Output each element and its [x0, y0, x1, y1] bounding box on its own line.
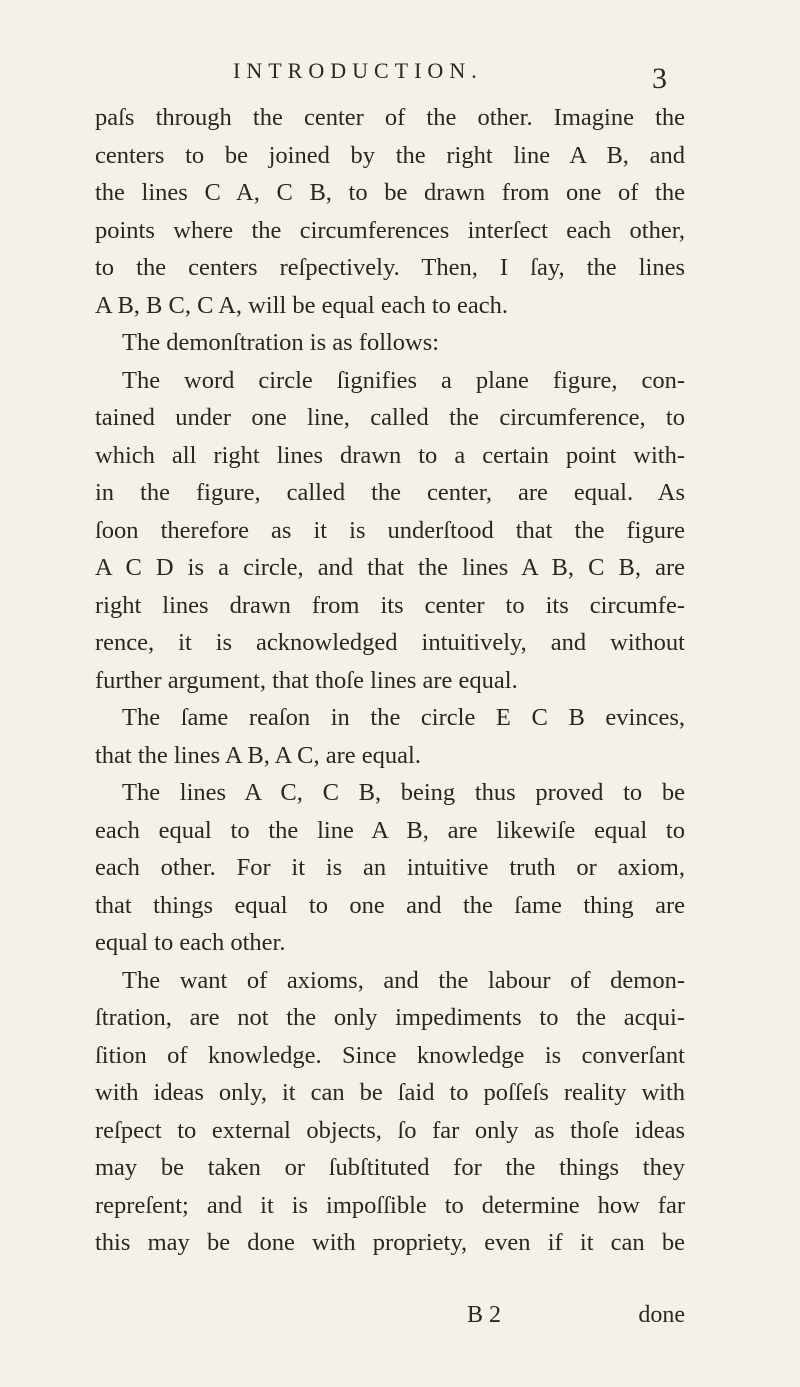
- text-line: rence, it is acknowledged intuitively, and without: [95, 629, 685, 656]
- text-line: ſoon therefore as it is underſtood that the figure: [95, 516, 685, 544]
- text-line: each other. For it is an intuitive truth or axiom,: [95, 854, 685, 881]
- text-line: to the centers reſpectively. Then, I ſay, the lines: [95, 254, 685, 281]
- body-text: [95, 99, 685, 1262]
- text-line: The ſame reaſon in the circle E C B evinces,: [122, 704, 685, 731]
- text-line: which all right lines drawn to a certain point with-: [95, 441, 685, 469]
- page-number: 3: [652, 62, 667, 95]
- text-line: ſition of knowledge. Since knowledge is converſant: [95, 1041, 685, 1069]
- text-line: paſs through the center of the other. Imagine the: [95, 104, 685, 131]
- text-line: centers to be joined by the right line A B, and: [95, 141, 685, 169]
- text-line: that things equal to one and the ſame thing are: [95, 891, 685, 919]
- signature-mark: B 2: [467, 1302, 502, 1328]
- text-line: repreſent; and it is impoſſible to determine how far: [95, 1191, 685, 1219]
- text-line: The word circle ſignifies a plane figure, con-: [122, 366, 685, 394]
- text-line: may be taken or ſubſtituted for the things they: [95, 1154, 685, 1181]
- text-line: The want of axioms, and the labour of demon-: [122, 966, 685, 994]
- text-line: A B, B C, C A, will be equal each to each.: [95, 291, 509, 319]
- text-line: this may be done with propriety, even if it can be: [95, 1229, 685, 1256]
- text-line: with ideas only, it can be ſaid to poſſeſs reality with: [95, 1079, 685, 1106]
- running-title: INTRODUCTION.: [233, 58, 483, 83]
- text-line: each equal to the line A B, are likewiſe equal to: [95, 816, 685, 844]
- text-line: ſtration, are not the only impediments to the acqui-: [95, 1004, 685, 1031]
- text-line: in the figure, called the center, are equal. As: [95, 479, 685, 506]
- text-line: the lines C A, C B, to be drawn from one of the: [95, 179, 685, 206]
- text-line: reſpect to external objects, ſo far only as thoſe ideas: [95, 1116, 685, 1144]
- text-line: The lines A C, C B, being thus proved to be: [122, 779, 685, 806]
- text-line: A C D is a circle, and that the lines A B, C B, are: [95, 554, 685, 581]
- text-line: tained under one line, called the circumference, to: [95, 404, 685, 431]
- text-line: The demonſtration is as follows:: [122, 329, 440, 356]
- text-line: that the lines A B, A C, are equal.: [95, 741, 421, 769]
- text-line: further argument, that thoſe lines are equal.: [95, 666, 518, 694]
- text-line: equal to each other.: [95, 929, 286, 956]
- running-head: [0, 58, 800, 95]
- catchword: done: [638, 1302, 685, 1328]
- page-footer: [95, 1302, 685, 1338]
- text-line: points where the circumferences interſect each other,: [95, 216, 685, 244]
- text-line: right lines drawn from its center to its circumfe-: [95, 591, 685, 619]
